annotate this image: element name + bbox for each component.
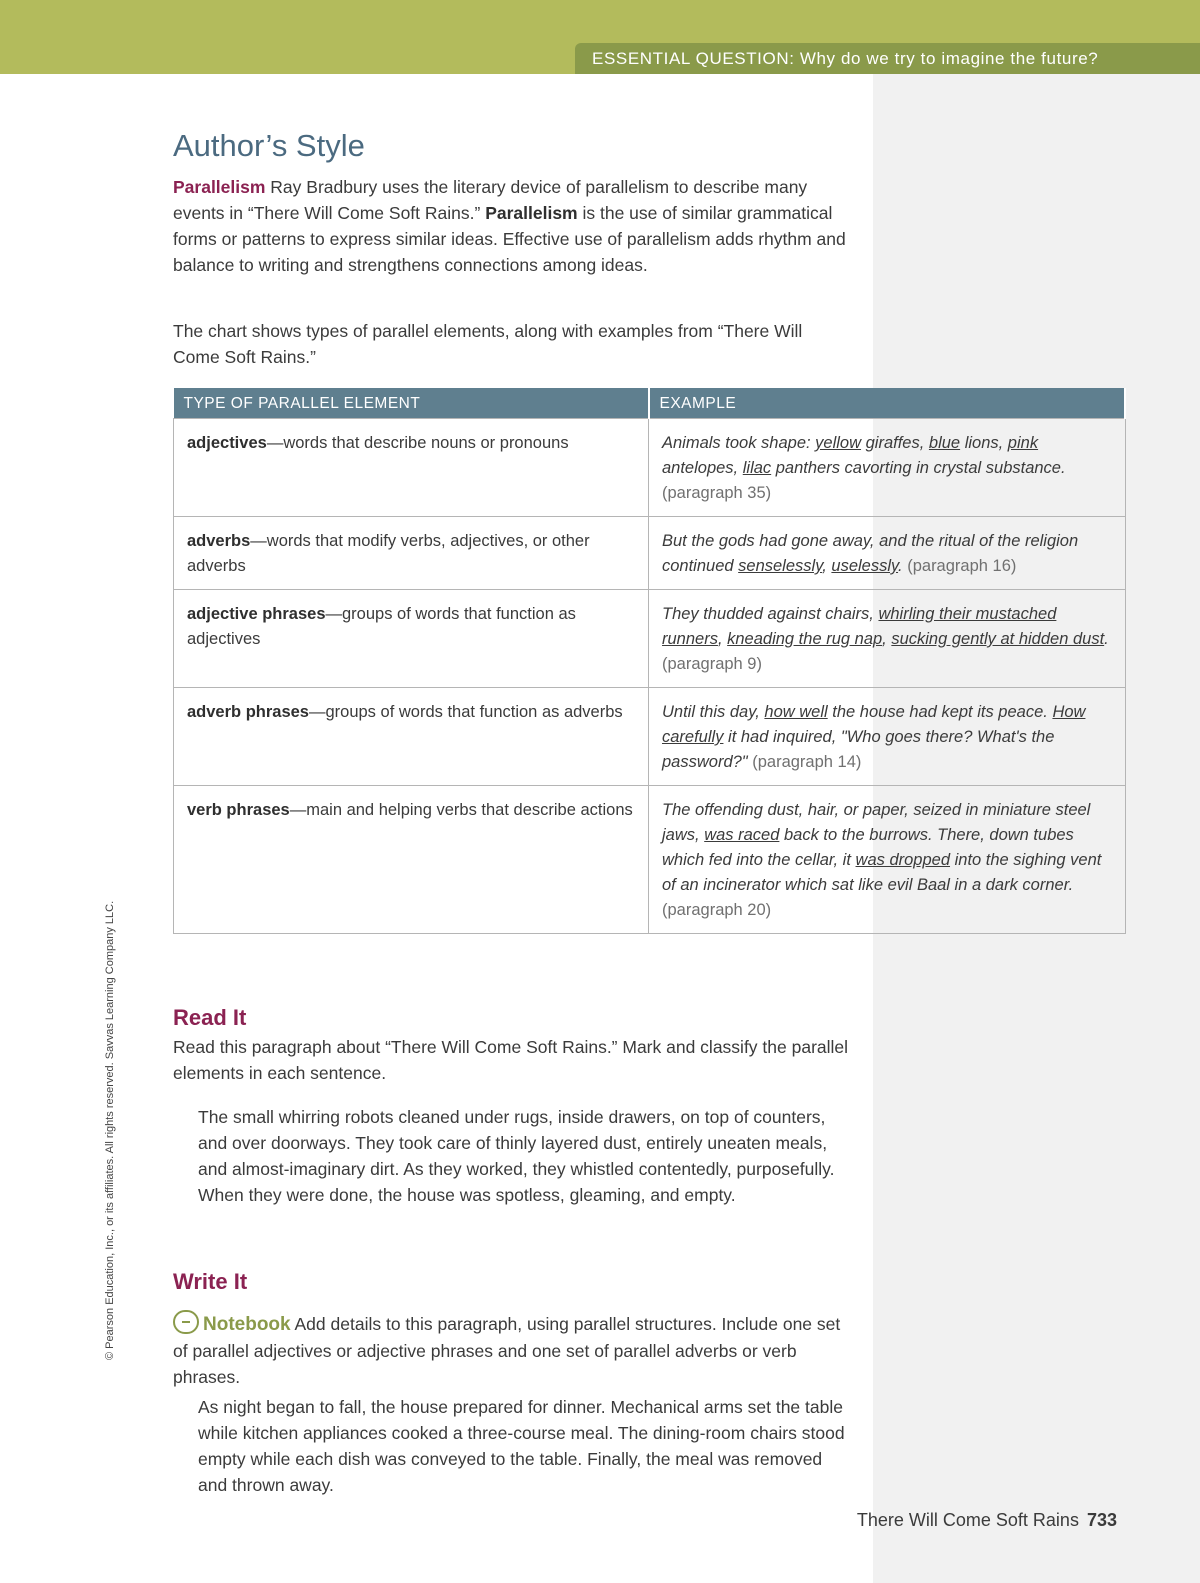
term-label: Parallelism: [173, 177, 266, 197]
underlined-phrase: yellow: [815, 434, 862, 452]
example-text: They thudded against chairs,: [662, 605, 879, 623]
example-text: ,: [717, 630, 728, 648]
copyright-credit: © Pearson Education, Inc., or its affiliates. All rights reserved. Savvas Learning Company LLC.: [104, 900, 116, 1360]
notebook-icon: [173, 1310, 199, 1334]
type-cell: [174, 419, 649, 517]
type-desc: —groups of words that function as adjectives: [187, 605, 576, 648]
page-footer: [857, 1510, 1117, 1531]
read-it-passage: The small whirring robots cleaned under rugs, inside drawers, on top of counters, and over doorways. They took care of thinly layered dust, entirely uneaten meals, and almost-imaginary dirt. As they worked, they whistled contentedly, purposefully. When they were done, the house was spotless, gleaming, and empty.: [198, 1107, 835, 1205]
paragraph-citation: (paragraph 35): [662, 484, 772, 502]
type-cell: [174, 786, 649, 934]
intro-term: Parallelism: [485, 203, 578, 223]
example-text: But the gods had gone away, and the ritual of the religion continued: [662, 532, 1079, 575]
type-term: adjective phrases: [187, 605, 326, 623]
type-desc: —groups of words that function as adverbs: [308, 703, 623, 721]
footer-story-title: There Will Come Soft Rains: [856, 1510, 1079, 1530]
example-text: giraffes,: [861, 434, 929, 452]
type-term: adjectives: [187, 434, 267, 452]
type-cell: [174, 590, 649, 688]
underlined-phrase: kneading the rug nap: [727, 630, 883, 648]
example-text: it had inquired, "Who goes there? What's the password?": [662, 728, 1055, 771]
type-desc: —main and helping verbs that describe actions: [289, 801, 633, 819]
table-row: [174, 590, 1126, 688]
intro-text-a: Ray Bradbury uses the literary device of parallelism to describe many events in “There Will Come Soft Rains.”: [173, 177, 808, 223]
underlined-phrase: pink: [1007, 434, 1039, 452]
underlined-phrase: was raced: [704, 826, 780, 844]
example-text: into the sighing vent of an incinerator which sat like evil Baal in a dark corner.: [662, 851, 1102, 894]
example-text: lions,: [960, 434, 1008, 452]
parallelism-intro: [173, 174, 853, 278]
underlined-phrase: uselessly: [831, 557, 899, 575]
example-cell: [649, 419, 1126, 517]
type-term: adverb phrases: [187, 703, 309, 721]
example-cell: [649, 786, 1126, 934]
type-term: adverbs: [187, 532, 251, 550]
example-text: ,: [822, 557, 832, 575]
read-it-instructions: Read this paragraph about “There Will Come Soft Rains.” Mark and classify the parallel elements in each sentence.: [173, 1037, 849, 1083]
example-text: .: [1104, 630, 1109, 648]
page-number: 733: [1086, 1510, 1117, 1530]
underlined-phrase: lilac: [742, 459, 772, 477]
write-it-heading: Write It: [173, 1269, 248, 1294]
underlined-phrase: was dropped: [855, 851, 951, 869]
parallel-elements-table: [173, 388, 1126, 934]
column-header-type: TYPE OF PARALLEL ELEMENT: [174, 388, 649, 419]
example-text: ,: [882, 630, 892, 648]
read-it-heading: Read It: [173, 1005, 247, 1030]
column-header-example: EXAMPLE: [649, 388, 1126, 419]
type-term: verb phrases: [187, 801, 290, 819]
example-text: the house had kept its peace.: [827, 703, 1053, 721]
table-row: [174, 419, 1126, 517]
section-title: Author’s Style: [173, 128, 365, 163]
example-text: The offending dust, hair, or paper, seized in miniature steel jaws,: [662, 801, 1091, 844]
intro-text-b: is the use of similar grammatical forms or patterns to express similar ideas. Effective use of parallelism adds rhythm and balance to writing and strengthens connections among ideas.: [173, 203, 846, 275]
write-it-instructions: [173, 1310, 853, 1390]
underlined-phrase: whirling their mustached runners: [662, 605, 1057, 648]
table-row: [174, 517, 1126, 590]
underlined-phrase: sucking gently at hidden dust: [891, 630, 1105, 648]
paragraph-citation: (paragraph 14): [752, 753, 862, 771]
table-row: [174, 688, 1126, 786]
type-desc: —words that modify verbs, adjectives, or other adverbs: [187, 532, 590, 575]
table-row: [174, 786, 1126, 934]
underlined-phrase: senselessly: [738, 557, 823, 575]
paragraph-citation: (paragraph 9): [662, 655, 762, 673]
example-text: back to the burrows. There, down tubes which fed into the cellar, it: [662, 826, 1074, 869]
paragraph-citation: (paragraph 16): [907, 557, 1017, 575]
type-cell: [174, 517, 649, 590]
type-cell: [174, 688, 649, 786]
notebook-label: Notebook: [203, 1314, 291, 1335]
example-text: Until this day,: [662, 703, 765, 721]
essential-question-tab: ESSENTIAL QUESTION: Why do we try to imagine the future?: [575, 43, 1200, 74]
write-it-passage: As night began to fall, the house prepared for dinner. Mechanical arms set the table while kitchen appliances cooked a three-course meal. The dining-room chairs stood empty while each dish was conveyed to the table. Finally, the meal was removed and thrown away.: [198, 1397, 845, 1495]
example-text: panthers cavorting in crystal substance.: [771, 459, 1066, 477]
example-text: .: [898, 557, 908, 575]
example-cell: [649, 517, 1126, 590]
example-cell: [649, 590, 1126, 688]
example-text: antelopes,: [662, 459, 743, 477]
example-text: Animals took shape:: [662, 434, 816, 452]
type-desc: —words that describe nouns or pronouns: [266, 434, 569, 452]
example-cell: [649, 688, 1126, 786]
chart-intro: The chart shows types of parallel elements, along with examples from “There Will Come Soft Rains.”: [173, 321, 803, 367]
write-it-text: Add details to this paragraph, using parallel structures. Include one set of parallel adjectives or adjective phrases and one set of parallel adverbs or verb phrases.: [173, 1314, 841, 1387]
underlined-phrase: blue: [928, 434, 961, 452]
underlined-phrase: How carefully: [662, 703, 1086, 746]
paragraph-citation: (paragraph 20): [662, 901, 772, 919]
underlined-phrase: how well: [764, 703, 828, 721]
